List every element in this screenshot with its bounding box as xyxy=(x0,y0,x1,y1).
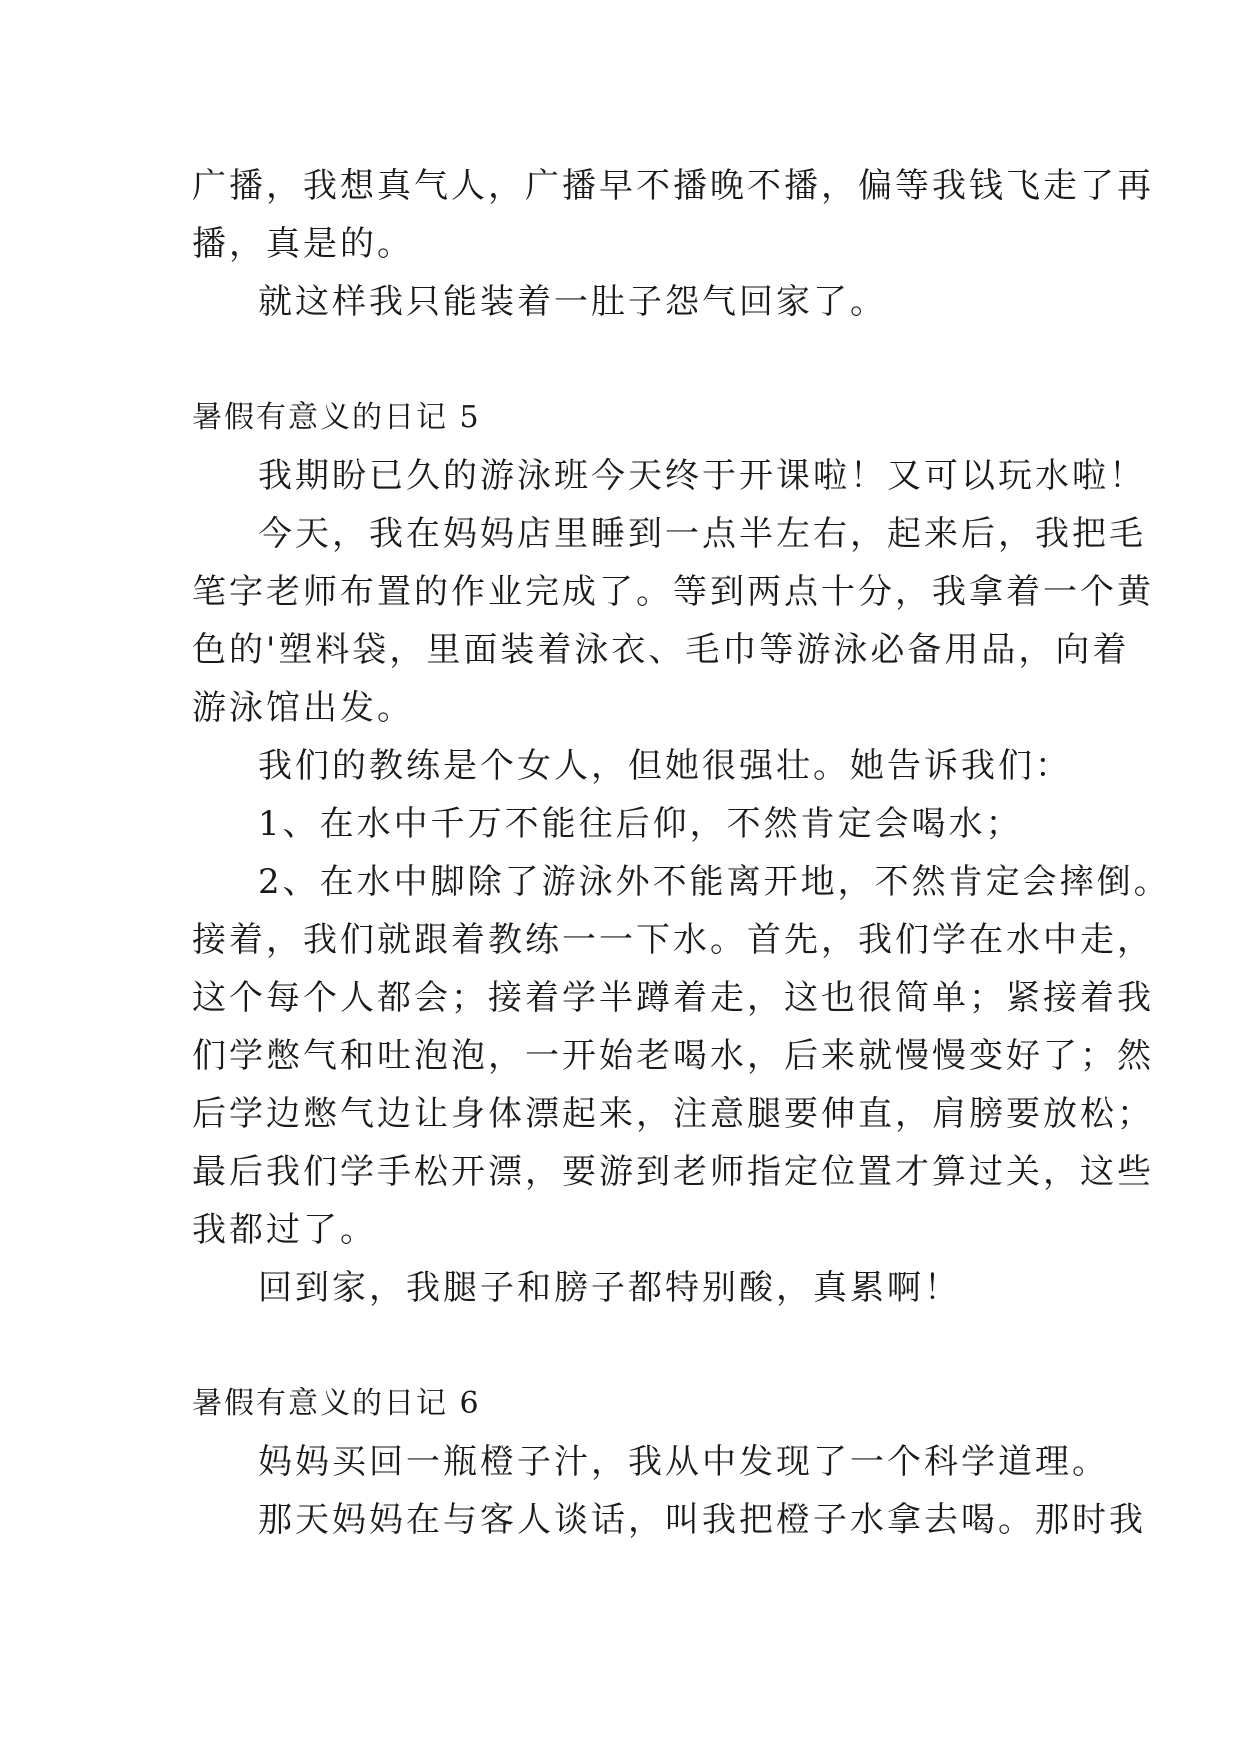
paragraph-line: 那天妈妈在与客人谈话，叫我把橙子水拿去喝。那时我 xyxy=(258,1500,1146,1540)
paragraph-line: 我都过了。 xyxy=(192,1210,377,1250)
paragraph-line: 我们的教练是个女人，但她很强壮。她告诉我们： xyxy=(258,746,1072,786)
paragraph-line: 1、在水中千万不能往后仰，不然肯定会喝水； xyxy=(258,804,1023,844)
paragraph-line: 们学憋气和吐泡泡，一开始老喝水，后来就慢慢变好了；然 xyxy=(192,1036,1154,1076)
paragraph-line: 就这样我只能装着一肚子怨气回家了。 xyxy=(258,282,887,322)
paragraph-line: 播，真是的。 xyxy=(192,224,414,264)
paragraph-line: 笔字老师布置的作业完成了。等到两点十分，我拿着一个黄 xyxy=(192,572,1154,612)
section-title: 暑假有意义的日记 6 xyxy=(192,1386,481,1421)
paragraph-line: 我期盼已久的游泳班今天终于开课啦！又可以玩水啦！ xyxy=(258,456,1146,496)
paragraph-line: 妈妈买回一瓶橙子汁，我从中发现了一个科学道理。 xyxy=(258,1442,1109,1482)
paragraph-line: 游泳馆出发。 xyxy=(192,688,414,728)
paragraph-line: 回到家，我腿子和膀子都特别酸，真累啊！ xyxy=(258,1268,961,1308)
section-title: 暑假有意义的日记 5 xyxy=(192,400,481,435)
paragraph-line: 后学边憋气边让身体漂起来，注意腿要伸直，肩膀要放松； xyxy=(192,1094,1154,1134)
paragraph-line: 广播，我想真气人，广播早不播晚不播，偏等我钱飞走了再 xyxy=(192,166,1154,206)
paragraph-line: 接着，我们就跟着教练一一下水。首先，我们学在水中走， xyxy=(192,920,1154,960)
paragraph-line: 2、在水中脚除了游泳外不能离开地，不然肯定会摔倒。 xyxy=(258,862,1171,902)
paragraph-line: 这个每个人都会；接着学半蹲着走，这也很简单；紧接着我 xyxy=(192,978,1154,1018)
paragraph-line: 今天，我在妈妈店里睡到一点半左右，起来后，我把毛 xyxy=(258,514,1146,554)
paragraph-line: 色的'塑料袋，里面装着泳衣、毛巾等游泳必备用品，向着 xyxy=(192,630,1130,670)
paragraph-line: 最后我们学手松开漂，要游到老师指定位置才算过关，这些 xyxy=(192,1152,1154,1192)
